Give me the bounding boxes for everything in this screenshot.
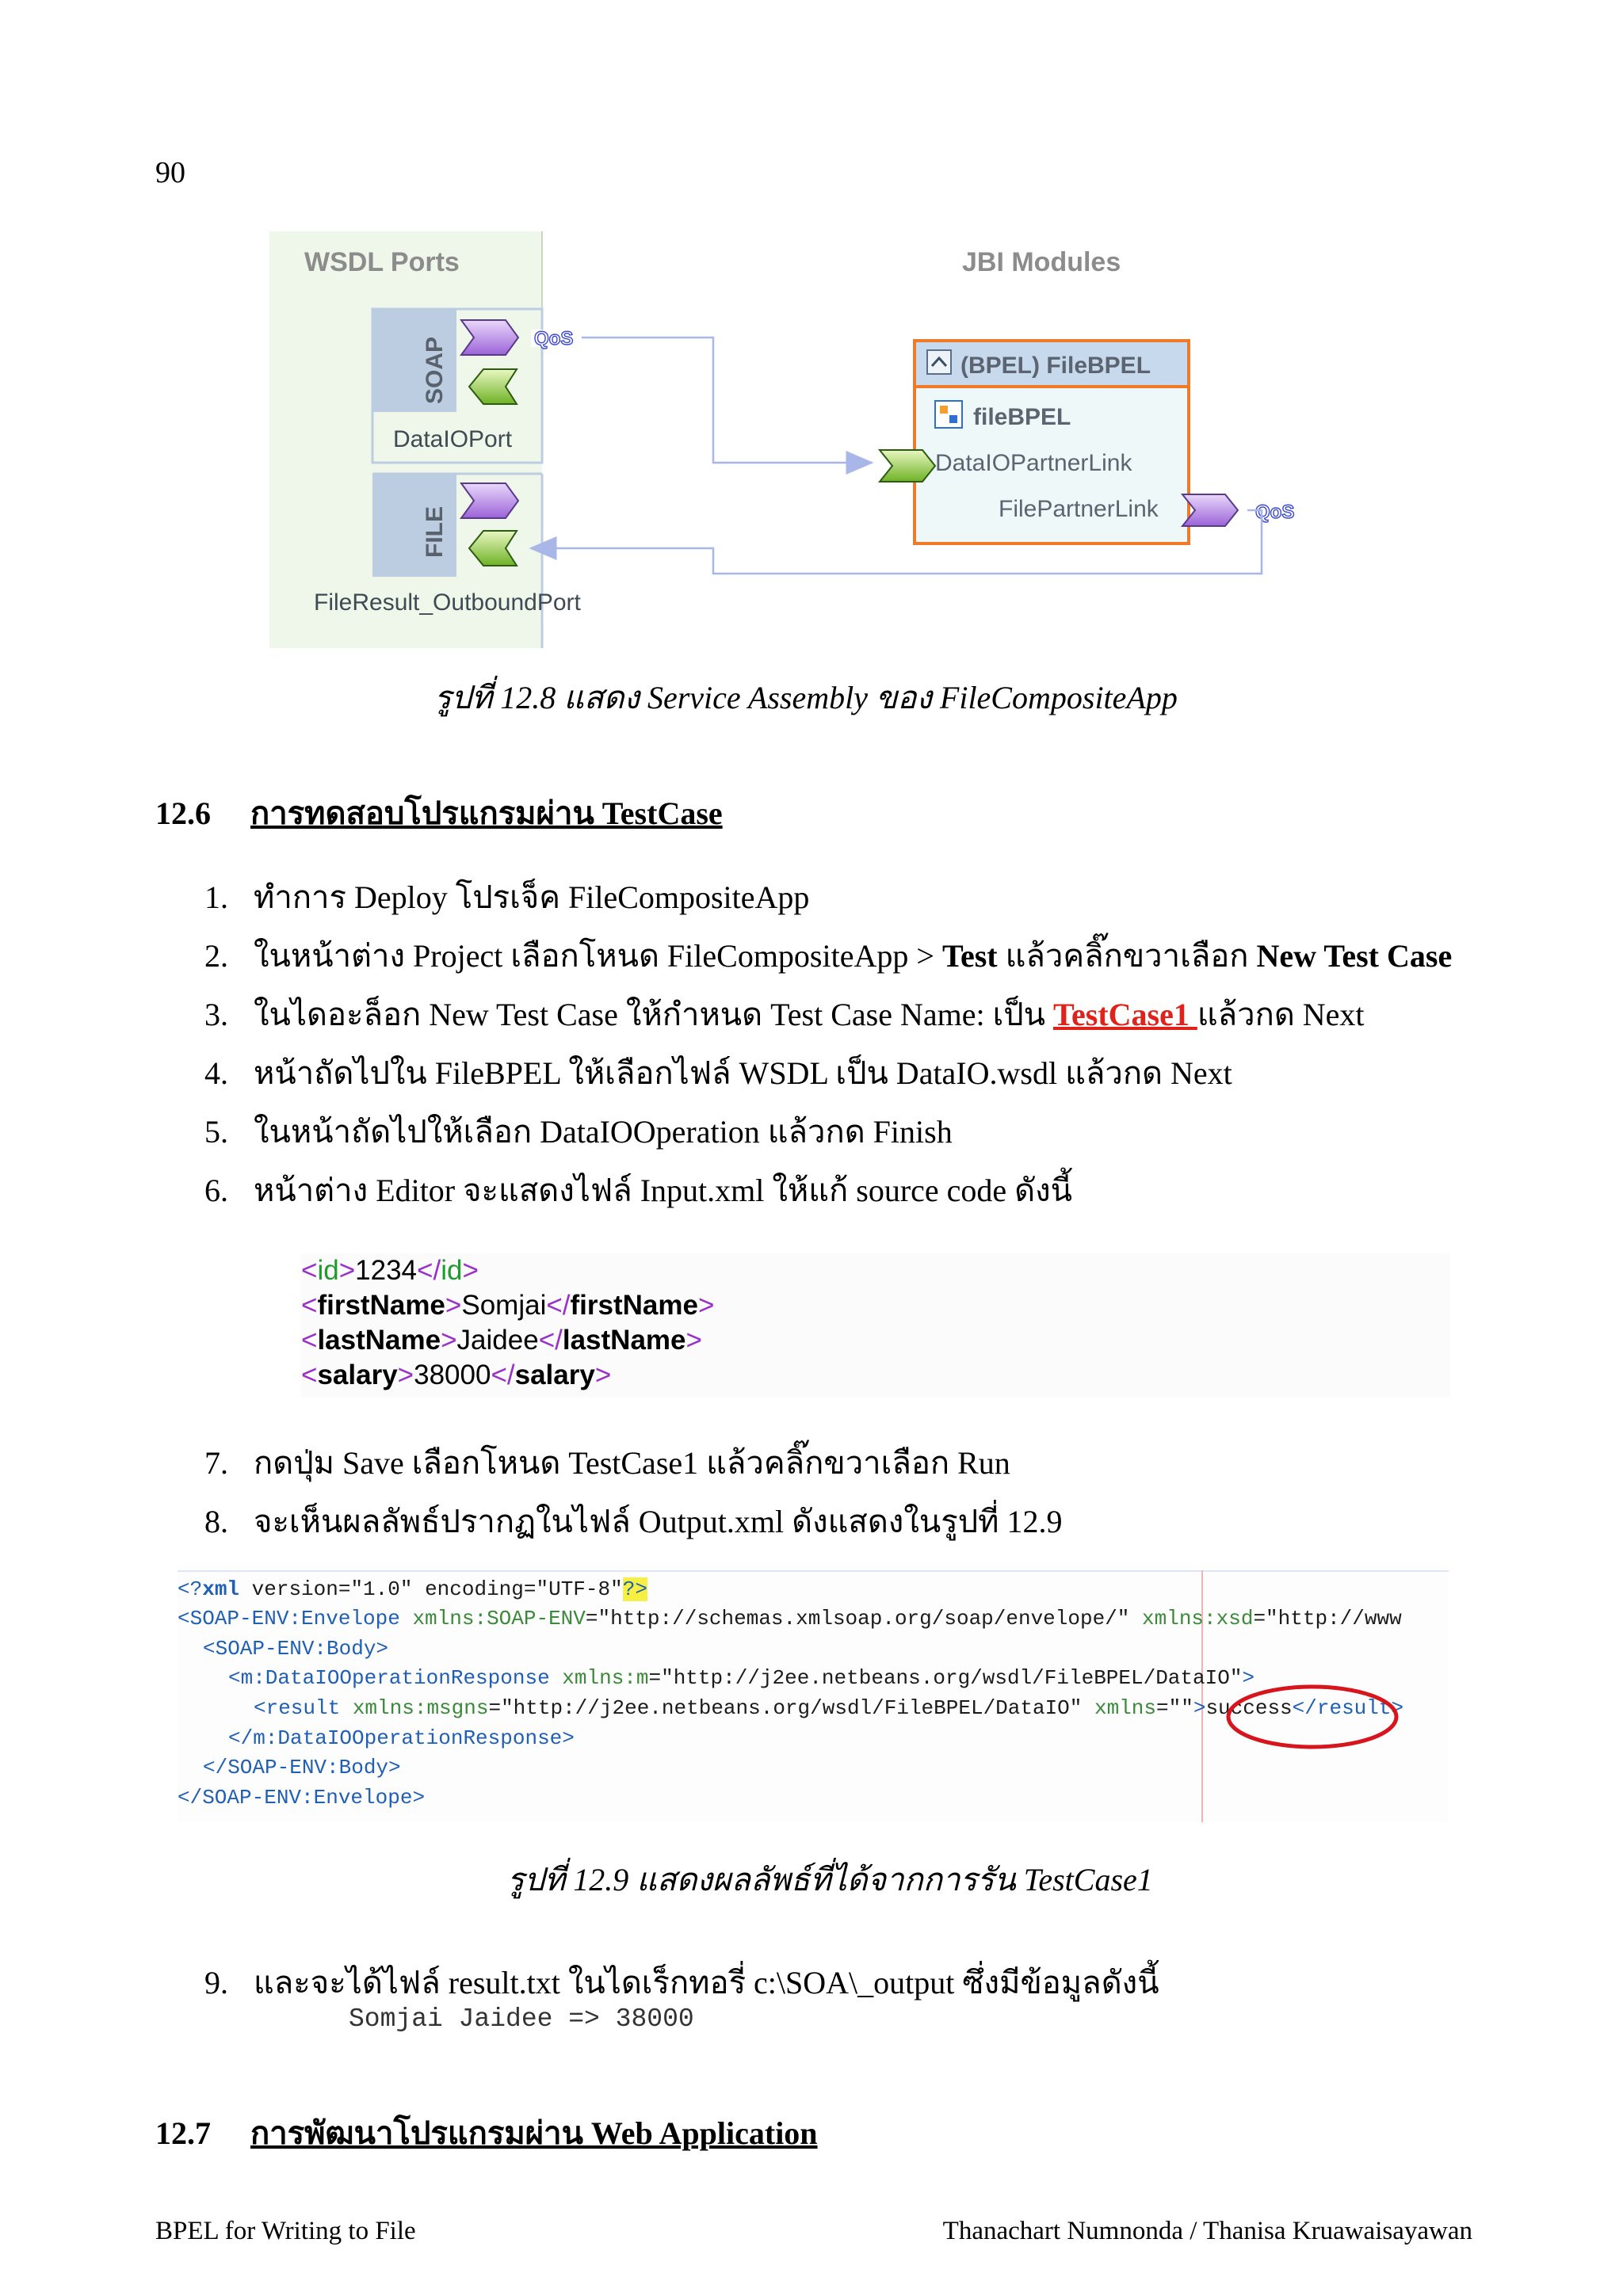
section-title: การพัฒนาโปรแกรมผ่าน Web Application xyxy=(250,2115,818,2151)
section-12-6-heading xyxy=(155,788,723,838)
xml-line-salary: <salary>38000</salary> xyxy=(301,1360,612,1390)
section-number: 12.7 xyxy=(155,2115,211,2151)
section-12-7-heading xyxy=(155,2107,818,2158)
bpel-title: (BPEL) FileBPEL xyxy=(960,353,1151,379)
step-5: 5. ในหน้าถัดไปให้เลือก DataIOOperation แล้วกด Finish xyxy=(204,1114,953,1150)
footer-right: Thanachart Numnonda / Thanisa Kruawaisayawan xyxy=(942,2217,1472,2245)
section-title: การทดสอบโปรแกรมผ่าน TestCase xyxy=(250,795,723,831)
file-partner-link: FilePartnerLink xyxy=(999,496,1159,522)
step-4: 4. หน้าถัดไปใน FileBPEL ให้เลือกไฟล์ WSDL เป็น DataIO.wsdl แล้วกด Next xyxy=(204,1055,1232,1091)
collapse-icon[interactable] xyxy=(927,350,951,374)
step-9: 9. และจะได้ไฟล์ result.txt ในไดเร็กทอรี่ c:\SOA\_output ซึ่งมีข้อมูลดังนี้ xyxy=(204,1965,1159,2000)
bpel-module[interactable] xyxy=(880,341,1238,543)
jbi-modules-label: JBI Modules xyxy=(962,247,1121,277)
output-line-1: <?xml version="1.0" encoding="UTF-8"?> xyxy=(178,1577,647,1601)
footer-left: BPEL for Writing to File xyxy=(155,2217,416,2245)
output-line-6: </m:DataIOOperationResponse> xyxy=(228,1726,575,1750)
xml-line-lastname: <lastName>Jaidee</lastName> xyxy=(301,1325,702,1356)
dataio-partner-link: DataIOPartnerLink xyxy=(935,450,1132,476)
output-line-7: </SOAP-ENV:Body> xyxy=(203,1756,401,1779)
output-line-3: <SOAP-ENV:Body> xyxy=(203,1637,389,1661)
file-label: FILE xyxy=(422,506,448,558)
xml-line-id: <id>1234</id> xyxy=(301,1255,479,1286)
file-result-port-label: FileResult_OutboundPort xyxy=(314,589,581,616)
step-7: 7. กดปุ่ม Save เลือกโหนด TestCase1 แล้วคลิ๊กขวาเลือก Run xyxy=(204,1445,1010,1481)
bpel-process-name: fileBPEL xyxy=(973,404,1071,430)
bpel-process-icon xyxy=(935,401,962,428)
soap-label: SOAP xyxy=(422,336,448,404)
section-number: 12.6 xyxy=(155,795,211,831)
input-xml-snippet xyxy=(301,1253,1450,1398)
step-6: 6. หน้าต่าง Editor จะแสดงไฟล์ Input.xml ให้แก้ source code ดังนี้ xyxy=(204,1173,1073,1208)
output-line-2: <SOAP-ENV:Envelope xmlns:SOAP-ENV="http://schemas.xmlsoap.org/soap/envelope/" xmlns:xsd="http://www xyxy=(178,1607,1402,1630)
output-line-5: <result xmlns:msgns="http://j2ee.netbeans.org/wsdl/FileBPEL/DataIO" xmlns="">success</result> xyxy=(254,1696,1404,1720)
service-assembly-diagram xyxy=(269,231,1331,651)
xml-line-firstname: <firstName>Somjai</firstName> xyxy=(301,1290,715,1321)
dataio-partner-link-icon xyxy=(880,450,935,482)
test-node-label: Test xyxy=(941,938,998,974)
file-partner-link-icon xyxy=(1182,494,1238,526)
step-3: 3. ในไดอะล็อก New Test Case ให้กำหนด Test Case Name: เป็น TestCase1 แล้วกด Next xyxy=(204,997,1365,1032)
testcase1-link[interactable]: TestCase1 xyxy=(1052,997,1197,1032)
result-txt-content: Somjai Jaidee => 38000 xyxy=(349,2004,694,2034)
qos-badge-file[interactable]: QoS xyxy=(1255,502,1295,523)
step-2: 2. ในหน้าต่าง Project เลือกโหนด FileCompositeApp > Test แล้วคลิ๊กขวาเลือก New Test Case xyxy=(204,938,1453,974)
output-xml-screenshot xyxy=(178,1570,1449,1822)
page-number: 90 xyxy=(155,156,185,189)
output-line-8: </SOAP-ENV:Envelope> xyxy=(178,1786,426,1810)
result-success-value: success xyxy=(1205,1696,1293,1720)
dataio-port-label: DataIOPort xyxy=(393,426,513,452)
qos-badge-soap[interactable]: QoS xyxy=(534,328,574,349)
output-line-4: <m:DataIOOperationResponse xmlns:m="http://j2ee.netbeans.org/wsdl/FileBPEL/DataIO"> xyxy=(228,1666,1255,1690)
soap-to-dataio-connection xyxy=(582,338,872,463)
figure-12-9-caption: รูปที่ 12.9 แสดงผลลัพธ์ที่ได้จากการรัน TestCase1 xyxy=(507,1862,1153,1897)
step-1: 1. ทำการ Deploy โปรเจ็ค FileCompositeApp xyxy=(204,879,810,915)
wsdl-ports-label: WSDL Ports xyxy=(304,247,460,277)
new-test-case-label: New Test Case xyxy=(1256,938,1453,974)
step-8: 8. จะเห็นผลลัพธ์ปรากฏในไฟล์ Output.xml ดังแสดงในรูปที่ 12.9 xyxy=(204,1504,1063,1539)
figure-12-8-caption: รูปที่ 12.8 แสดง Service Assembly ของ FileCompositeApp xyxy=(434,680,1178,715)
success-highlight-circle xyxy=(1224,1681,1406,1753)
